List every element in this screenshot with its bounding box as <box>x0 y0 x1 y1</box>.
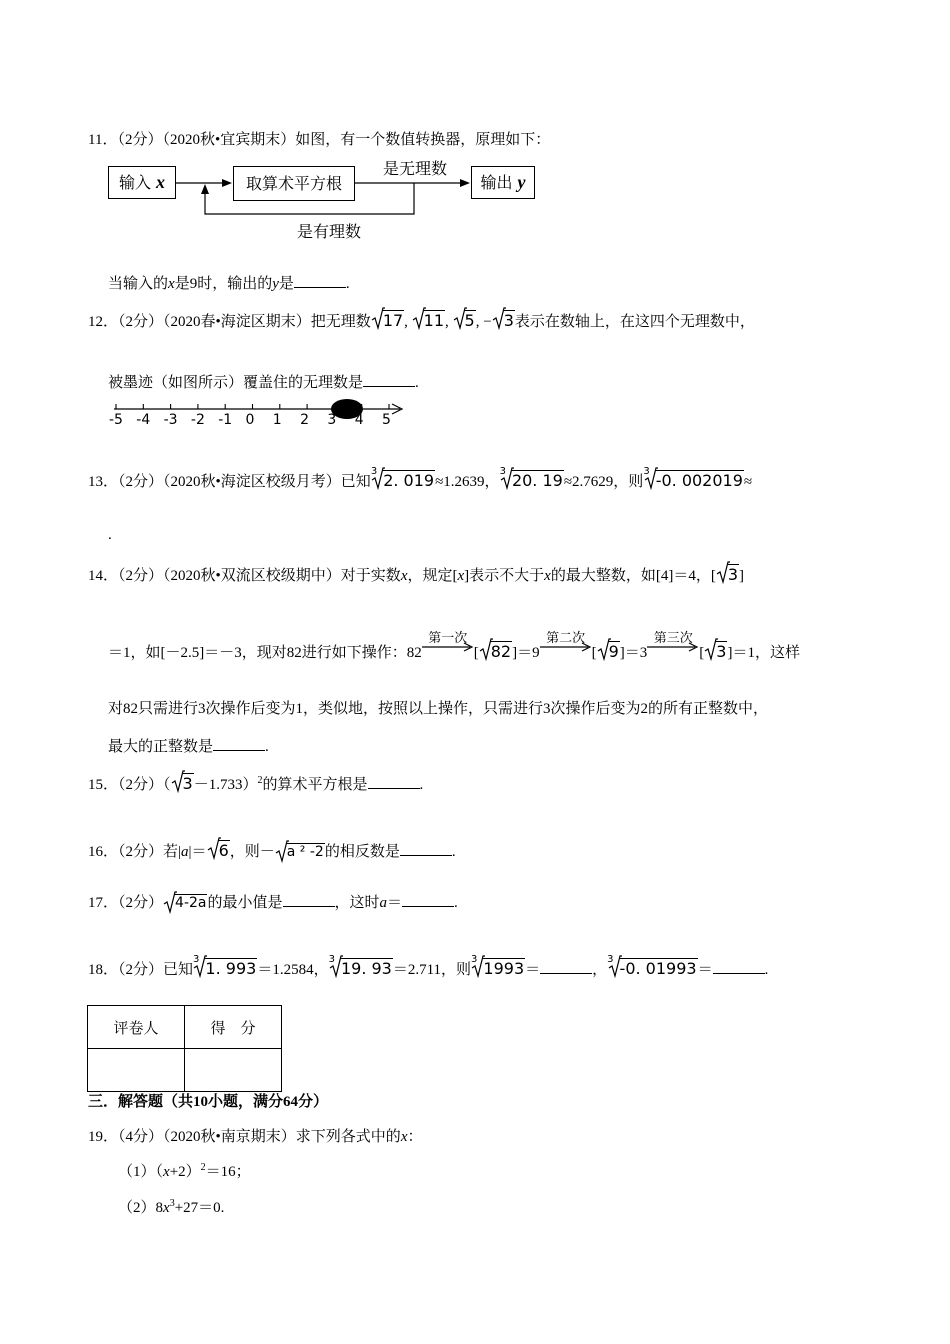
q11-q-a: 当输入的 <box>108 276 169 292</box>
sqrt-4-minus-2a: 4-2a <box>163 892 207 912</box>
q13-points: （2分） <box>118 474 164 490</box>
q19-number: 19． <box>88 1129 119 1145</box>
neg-sign: − <box>483 314 492 330</box>
q14-points: （2分） <box>118 568 164 584</box>
q19-source: （2020秋•南京期末） <box>163 1129 296 1145</box>
q11-source: （2020秋•宜宾期末） <box>162 132 296 148</box>
q12-text-b: 表示在数轴上，在这四个无理数中， <box>514 314 755 330</box>
process-label: 取算术平方根 <box>245 174 342 193</box>
q18-points: （2分） <box>118 962 164 978</box>
q14-line3: 对82只需进行3次操作后变为1，类似地，按照以上操作，只需进行3次操作后变为2的所有正整数中， <box>108 701 769 717</box>
answer-blank <box>213 738 265 751</box>
step2-arrow: 第二次 <box>540 645 592 662</box>
q11-var-x: x <box>168 276 175 292</box>
q14-number: 14． <box>88 568 119 584</box>
axis-tick-label: 4 <box>354 412 364 428</box>
answer-blank <box>363 374 415 387</box>
q17-line: 17．（2分） 4-2a的最小值是 ，这时a＝ . <box>88 891 458 912</box>
q16-points: （2分） <box>118 844 164 860</box>
output-var: y <box>517 172 526 192</box>
q17-number: 17． <box>88 895 119 911</box>
axis-tick-label: -3 <box>163 412 178 428</box>
q15-points: （2分） <box>118 777 164 793</box>
q14-line1: 14．（2分）（2020秋•双流区校级期中）对于实数x，规定[x]表示不大于x的最大整数，如[4]＝4，[ 3] <box>88 562 744 585</box>
answer-blank <box>368 776 420 789</box>
section-heading: 三．解答题（共10小题，满分64分） <box>88 1094 329 1110</box>
q18-line: 18．（2分）已知$^3$ 1. 993＝1.2584，$^3$ 19. 93＝2.711，则$^3$ 1993＝ ，$^3$ -0. 01993＝ . <box>88 954 769 978</box>
q15-number: 15． <box>88 777 119 793</box>
score-header: 得 分 <box>185 1006 282 1049</box>
output-label: 输出 <box>480 173 513 192</box>
cbrt-neg: -0. 002019 <box>644 468 744 491</box>
sqrt-a2-minus-2: a ² -2 <box>275 841 325 861</box>
sqrt-3b: 3 <box>704 639 727 662</box>
q15-line: 15．（2分）（ 3－1.733）$^2$的算术平方根是 . <box>88 771 423 794</box>
q19-part2: $(2)8x^3+27=0$. <box>118 1198 225 1216</box>
axis-tick-label: 5 <box>382 412 391 428</box>
answer-blank <box>402 894 454 907</box>
q12-title: 12．（2分）（2020春•海淀区期末）把无理数 17, 11, 5, − 3表示在数轴上，在这四个无理数中， <box>88 308 755 331</box>
score-table <box>87 1005 282 1092</box>
cbrt-1993c: 1993 <box>471 956 525 979</box>
axis-tick-label: 3 <box>327 412 337 428</box>
sqrt-17: 17 <box>371 308 404 331</box>
q16-number: 16． <box>88 844 119 860</box>
q13-line: 13．（2分）（2020秋•海淀区校级月考）已知$^3$ 2. 019≈1.2639，$^3$ 20. 19≈2.7629，则$^3$ -0. 002019≈ <box>88 466 753 490</box>
answer-blank <box>283 894 335 907</box>
q19-part1: $(1)(x+2)^2=16$； <box>118 1162 251 1180</box>
q12-source: （2020春•海淀区期末） <box>163 314 311 330</box>
q11-number: 11． <box>88 132 118 148</box>
sqrt-11: 11 <box>412 308 445 331</box>
q11-q-c: 是 <box>278 276 294 292</box>
q18-number: 18． <box>88 962 119 978</box>
q14-line2: ＝1，如[－2.5]＝－3，现对82进行如下操作：82 第一次 [ 82]＝9 第二次 [ 9]＝3 第三次 [ 3]＝1，这样 <box>108 631 800 661</box>
q12-number: 12． <box>88 314 119 330</box>
q14-source: （2020秋•双流区校级期中） <box>163 568 341 584</box>
q11-text: 如图，有一个数值转换器，原理如下： <box>295 132 551 148</box>
grader-header: 评卷人 <box>88 1006 185 1049</box>
q12-line2-text: 被墨迹（如图所示）覆盖住的无理数是 <box>108 375 364 391</box>
q11-question <box>108 272 350 293</box>
axis-tick-label: 1 <box>272 412 282 428</box>
axis-tick-label: -2 <box>190 412 205 428</box>
input-label: 输入 <box>118 173 151 192</box>
axis-tick-label: 2 <box>300 412 310 428</box>
sqrt-3: 3 <box>716 562 739 585</box>
rational-label: 是有理数 <box>297 222 362 241</box>
q16-line: 16．（2分）若|a|＝ 6，则－ a ² -2的相反数是 . <box>88 838 456 861</box>
q11-points: （2分） <box>117 132 163 148</box>
cbrt-1993a: 1. 993 <box>193 956 257 979</box>
score-cell <box>185 1049 282 1092</box>
answer-blank <box>540 961 592 974</box>
sqrt-3: 3 <box>492 308 515 331</box>
axis-tick-label: 0 <box>245 412 255 428</box>
answer-blank <box>713 961 765 974</box>
sqrt-6: 6 <box>207 838 230 861</box>
q11-q-b: 是9时，输出的 <box>174 276 273 292</box>
cbrt-neg-1993: -0. 01993 <box>608 956 698 979</box>
q19-points: （4分） <box>118 1129 164 1145</box>
q11-end: . <box>345 276 350 292</box>
cbrt-1993b: 19. 93 <box>329 956 393 979</box>
cbrt-2019b: 20. 19 <box>500 468 564 491</box>
q12-line2: 被墨迹（如图所示）覆盖住的无理数是 . <box>108 375 419 391</box>
sqrt-5: 5 <box>453 308 476 331</box>
step3-arrow: 第三次 <box>647 645 699 662</box>
axis-tick-label: -1 <box>218 412 233 428</box>
flow-arrows <box>0 0 950 260</box>
axis-tick-label: -4 <box>136 412 151 428</box>
q11-var-y: y <box>272 276 279 292</box>
irrational-label: 是无理数 <box>383 159 448 178</box>
q12-points: （2分） <box>118 314 164 330</box>
sqrt-3: 3 <box>171 771 194 794</box>
q13-end: . <box>108 527 112 543</box>
axis-tick-label: -5 <box>109 412 123 428</box>
q12-text-a: 把无理数 <box>310 314 371 330</box>
q13-number: 13． <box>88 474 119 490</box>
step1-arrow: 第一次 <box>422 645 474 662</box>
answer-blank <box>400 843 452 856</box>
sqrt-9: 9 <box>597 639 620 662</box>
q13-source: （2020秋•海淀区校级月考） <box>163 474 341 490</box>
answer-blank <box>294 275 346 288</box>
q17-points: （2分） <box>118 895 164 911</box>
q14-line4: 最大的正整数是 . <box>108 739 269 755</box>
q19-title: 19．（4分）（2020秋•南京期末）求下列各式中的x： <box>88 1129 423 1145</box>
input-var: x <box>156 172 166 192</box>
grader-cell <box>88 1049 185 1092</box>
cbrt-2019: 2. 019 <box>371 468 435 491</box>
sqrt-82: 82 <box>479 639 512 662</box>
